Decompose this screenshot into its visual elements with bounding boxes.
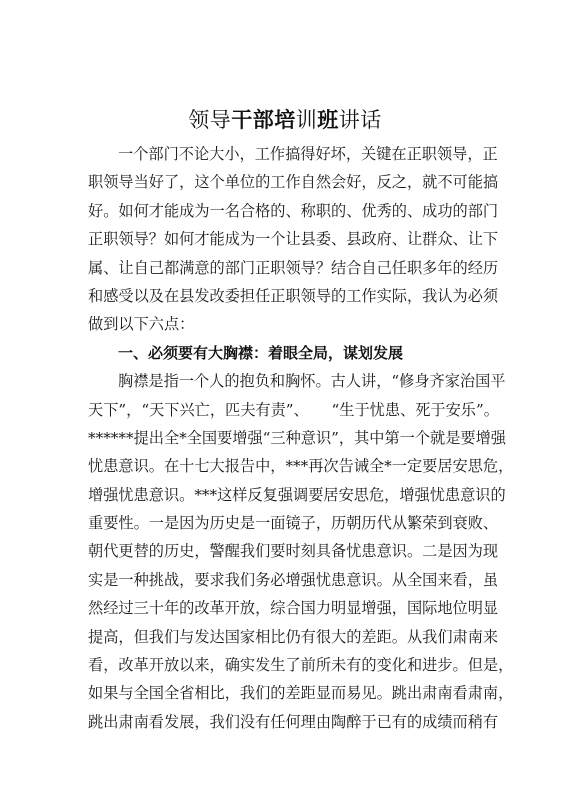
title-part-1: 领导 xyxy=(188,108,232,132)
title-part-2: 干部培 xyxy=(231,107,296,132)
paragraph-line: 跳出肃南看发展，我们没有任何理由陶醉于已有的成绩而稍有 xyxy=(88,712,499,731)
paragraph-line: 做到以下六点： xyxy=(88,315,195,334)
paragraph-line: 看，改革开放以来，确实发生了前所未有的变化和进步。但是， xyxy=(88,656,514,675)
paragraph-line: 提高，但我们与发达国家相比仍有很大的差距。从我们肃南来 xyxy=(88,627,499,646)
paragraph-line: 如果与全国全省相比，我们的差距显而易见。跳出肃南看肃南， xyxy=(88,684,514,703)
paragraph-line: 和感受以及在县发改委担任正职领导的工作实际，我认为必须 xyxy=(88,286,499,305)
title-part-4: 班 xyxy=(317,107,339,132)
paragraph-line: 重要性。一是因为历史是一面镜子，历朝历代从繁荣到衰败、 xyxy=(88,514,499,533)
document-body xyxy=(88,140,514,736)
paragraph-line: 好。如何才能成为一名合格的、称职的、优秀的、成功的部门 xyxy=(88,201,499,220)
paragraph-line: 天下”，“天下兴亡，匹夫有责”、 “生于忧患、死于安乐”。 xyxy=(88,400,499,419)
paragraph-line: ******提出全*全国要增强“三种意识”，其中第一个就是要增强 xyxy=(88,428,506,447)
paragraph-line: 增强忧患意识。***这样反复强调要居安思危，增强忧患意识的 xyxy=(88,485,506,504)
paragraph-line: 正职领导？如何才能成为一个让县委、县政府、让群众、让下 xyxy=(88,230,499,249)
section-heading: 一、必须要有大胸襟：着眼全局，谋划发展 xyxy=(118,343,404,362)
document-title xyxy=(0,106,570,134)
paragraph-line: 实是一种挑战，要求我们务必增强忧患意识。从全国来看，虽 xyxy=(88,570,499,589)
title-part-5: 讲话 xyxy=(338,108,382,132)
paragraph-line: 属、让自己都满意的部门正职领导？结合自己任职多年的经历 xyxy=(88,258,499,277)
title-part-3: 训 xyxy=(295,108,318,132)
paragraph-line: 忧患意识。在十七大报告中，***再次告诫全*一定要居安思危， xyxy=(88,457,514,476)
paragraph-line: 职领导当好了，这个单位的工作自然会好，反之，就不可能搞 xyxy=(88,173,499,192)
paragraph-line: 朝代更替的历史，警醒我们要时刻具备忧患意识。二是因为现 xyxy=(88,542,499,561)
paragraph-line: 然经过三十年的改革开放，综合国力明显增强，国际地位明显 xyxy=(88,599,499,618)
paragraph-line: 胸襟是指一个人的抱负和胸怀。古人讲，“修身齐家治国平 xyxy=(118,372,506,391)
paragraph-line: 一个部门不论大小，工作搞得好坏，关键在正职领导，正 xyxy=(118,145,498,163)
